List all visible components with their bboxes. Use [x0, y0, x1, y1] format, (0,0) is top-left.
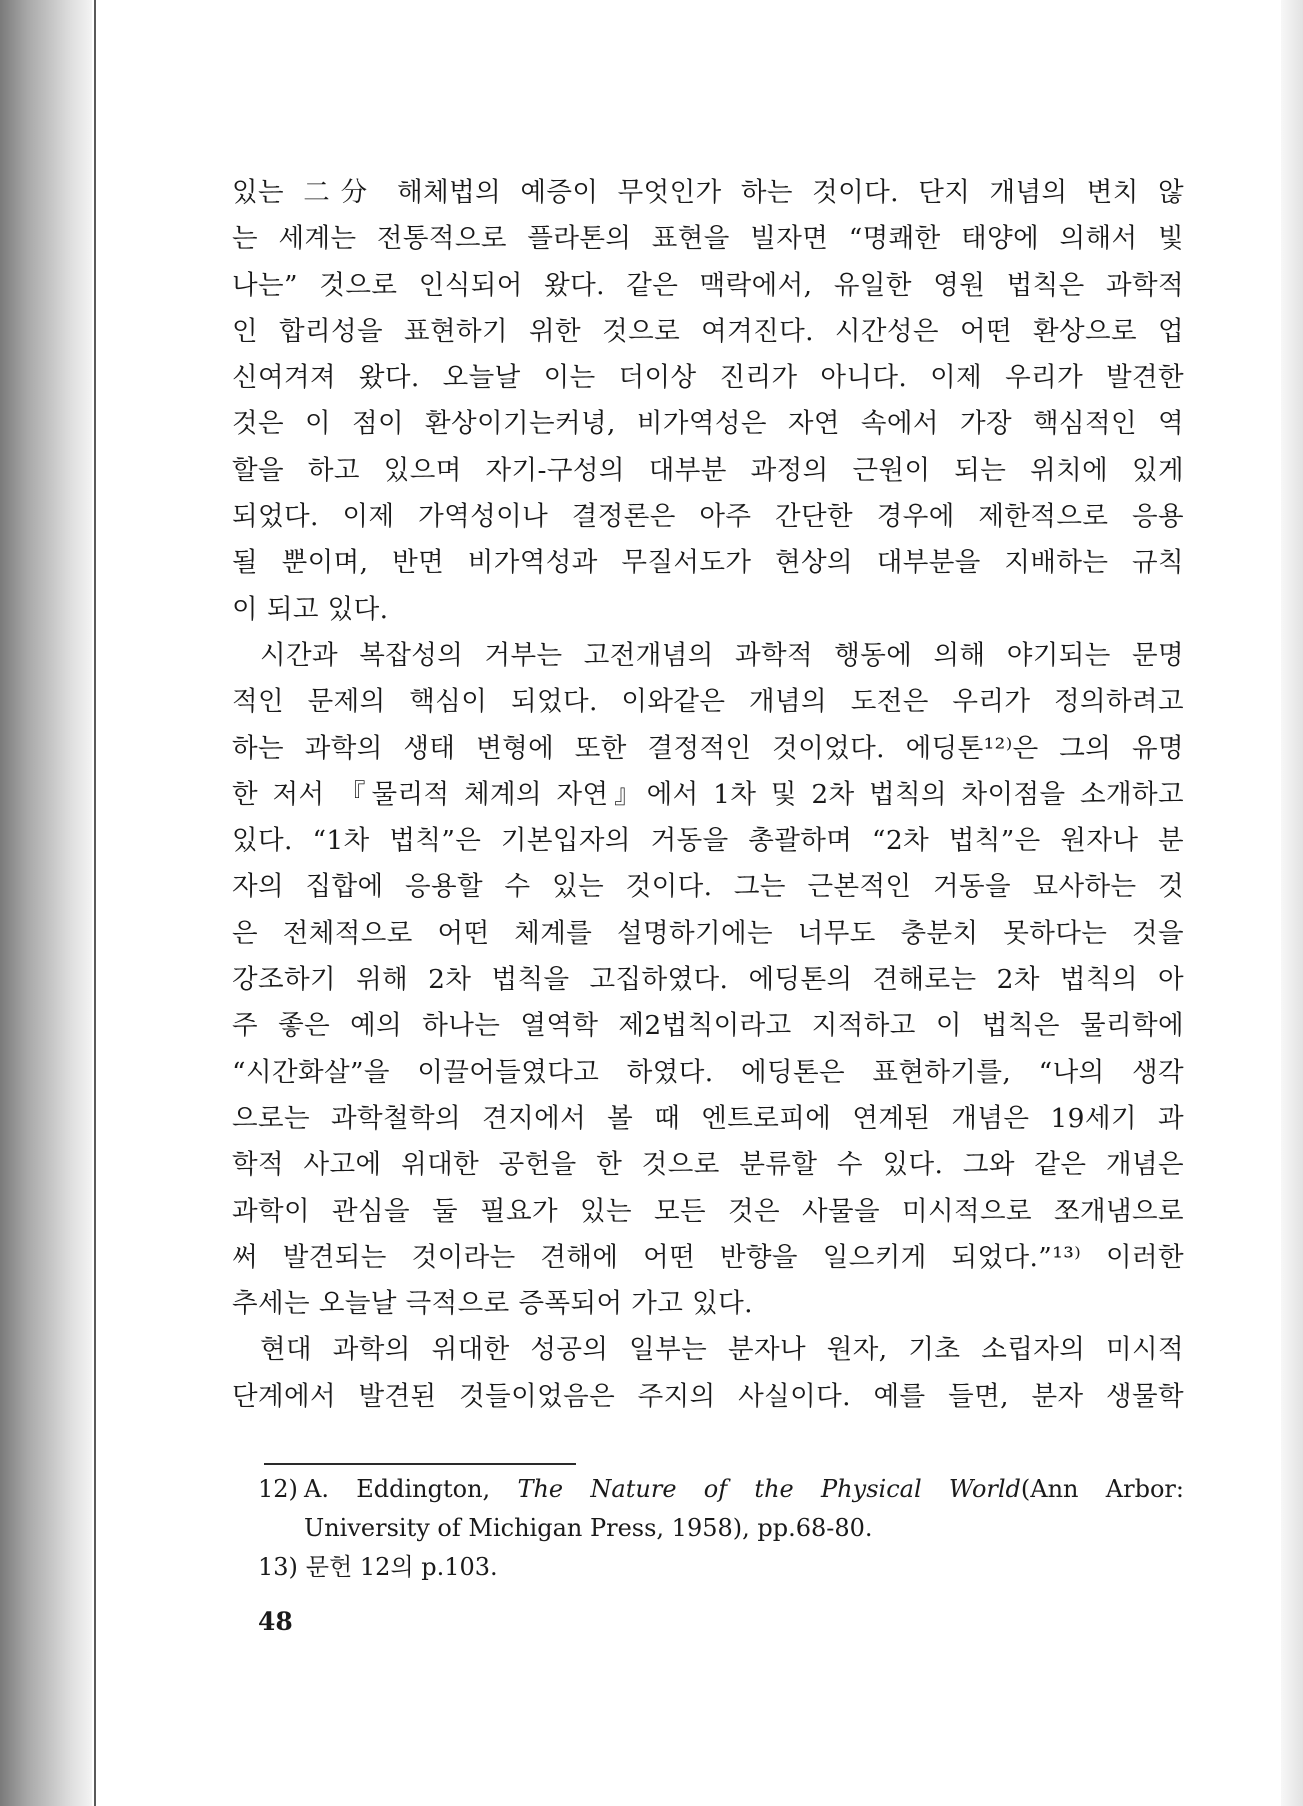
- text-line: 시간과 복잡성의 거부는 고전개념의 과학적 행동에 의해 야기되는 문명: [260, 639, 1184, 671]
- footnote-publisher: (Ann Arbor:: [1020, 1475, 1184, 1503]
- footnote-number: 12): [258, 1475, 298, 1503]
- text-line: 될 뿐이며, 반면 비가역성과 무질서도가 현상의 대부분을 지배하는 규칙: [232, 547, 1184, 579]
- footnote-12-continued: University of Michigan Press, 1958), pp.68-80.: [304, 1514, 873, 1542]
- page-edge-shadow-left: [0, 0, 92, 1806]
- text-line: 현대 과학의 위대한 성공의 일부는 분자나 원자, 기초 소립자의 미시적: [260, 1334, 1184, 1366]
- text-line: “시간화살”을 이끌어들였다고 하였다. 에딩톤은 표현하기를, “나의 생각: [232, 1056, 1184, 1088]
- footnote-13-text: 문헌 12의 p.103.: [305, 1553, 498, 1581]
- footnote-12-citation: [304, 1470, 1184, 1509]
- text-line: 이 되고 있다.: [232, 593, 389, 625]
- text-line: 있는 二分 해체법의 예증이 무엇인가 하는 것이다. 단지 개념의 변치 않: [232, 177, 1184, 208]
- footnote-number: 13): [258, 1553, 298, 1581]
- text-line: 것은 이 점이 환상이기는커녕, 비가역성은 자연 속에서 가장 핵심적인 역: [232, 408, 1184, 440]
- text-line: 할을 하고 있으며 자기-구성의 대부분 과정의 근원이 되는 위치에 있게: [232, 454, 1184, 486]
- footnote-book-title: The Nature of the Physical World: [517, 1475, 1021, 1503]
- text-line: 자의 집합에 응용할 수 있는 것이다. 그는 근본적인 거동을 묘사하는 것: [232, 871, 1184, 903]
- text-line: 강조하기 위해 2차 법칙을 고집하였다. 에딩톤의 견해로는 2차 법칙의 아: [232, 964, 1184, 996]
- text-line: 적인 문제의 핵심이 되었다. 이와같은 개념의 도전은 우리가 정의하려고: [232, 686, 1184, 718]
- text-line: 하는 과학의 생태 변형에 또한 결정적인 것이었다. 에딩톤¹²⁾은 그의 유명: [232, 732, 1184, 764]
- text-line: 으로는 과학철학의 견지에서 볼 때 엔트로피에 연계된 개념은 19세기 과: [232, 1102, 1184, 1134]
- page-edge-shadow-right: [1281, 0, 1303, 1806]
- body-text: [232, 170, 1184, 1420]
- text-line: 는 세계는 전통적으로 플라톤의 표현을 빌자면 “명쾌한 태양에 의해서 빛: [232, 223, 1184, 255]
- footnotes: [258, 1470, 1184, 1587]
- footnote-13: [258, 1548, 1184, 1587]
- text-line: 나는” 것으로 인식되어 왔다. 같은 맥락에서, 유일한 영원 법칙은 과학적: [232, 269, 1184, 301]
- text-line: 인 합리성을 표현하기 위한 것으로 여겨진다. 시간성은 어떤 환상으로 업: [232, 315, 1184, 347]
- text-line: 한 저서 『물리적 체계의 자연』에서 1차 및 2차 법칙의 차이점을 소개하고: [232, 778, 1184, 810]
- text-line: 추세는 오늘날 극적으로 증폭되어 가고 있다.: [232, 1288, 753, 1320]
- text-line: 과학이 관심을 둘 필요가 있는 모든 것은 사물을 미시적으로 쪼개냄으로: [232, 1195, 1184, 1227]
- footnote-author: A. Eddington,: [304, 1475, 518, 1503]
- text-line: 은 전체적으로 어떤 체계를 설명하기에는 너무도 충분치 못하다는 것을: [232, 917, 1184, 949]
- text-line: 신여겨져 왔다. 오늘날 이는 더이상 진리가 아니다. 이제 우리가 발견한: [232, 362, 1184, 394]
- text-line: 학적 사고에 위대한 공헌을 한 것으로 분류할 수 있다. 그와 같은 개념은: [232, 1149, 1184, 1181]
- footnote-12: [258, 1470, 1184, 1509]
- text-line: 단계에서 발견된 것들이었음은 주지의 사실이다. 예를 들면, 분자 생물학: [232, 1380, 1184, 1412]
- page-number: 48: [258, 1607, 293, 1636]
- text-line: 써 발견되는 것이라는 견해에 어떤 반향을 일으키게 되었다.”¹³⁾ 이러한: [232, 1241, 1184, 1273]
- text-line: 주 좋은 예의 하나는 열역학 제2법칙이라고 지적하고 이 법칙은 물리학에: [232, 1010, 1184, 1042]
- footnote-separator: [264, 1463, 576, 1465]
- text-line: 되었다. 이제 가역성이나 결정론은 아주 간단한 경우에 제한적으로 응용: [232, 501, 1184, 533]
- text-line: 있다. “1차 법칙”은 기본입자의 거동을 총괄하며 “2차 법칙”은 원자나 분: [232, 825, 1184, 857]
